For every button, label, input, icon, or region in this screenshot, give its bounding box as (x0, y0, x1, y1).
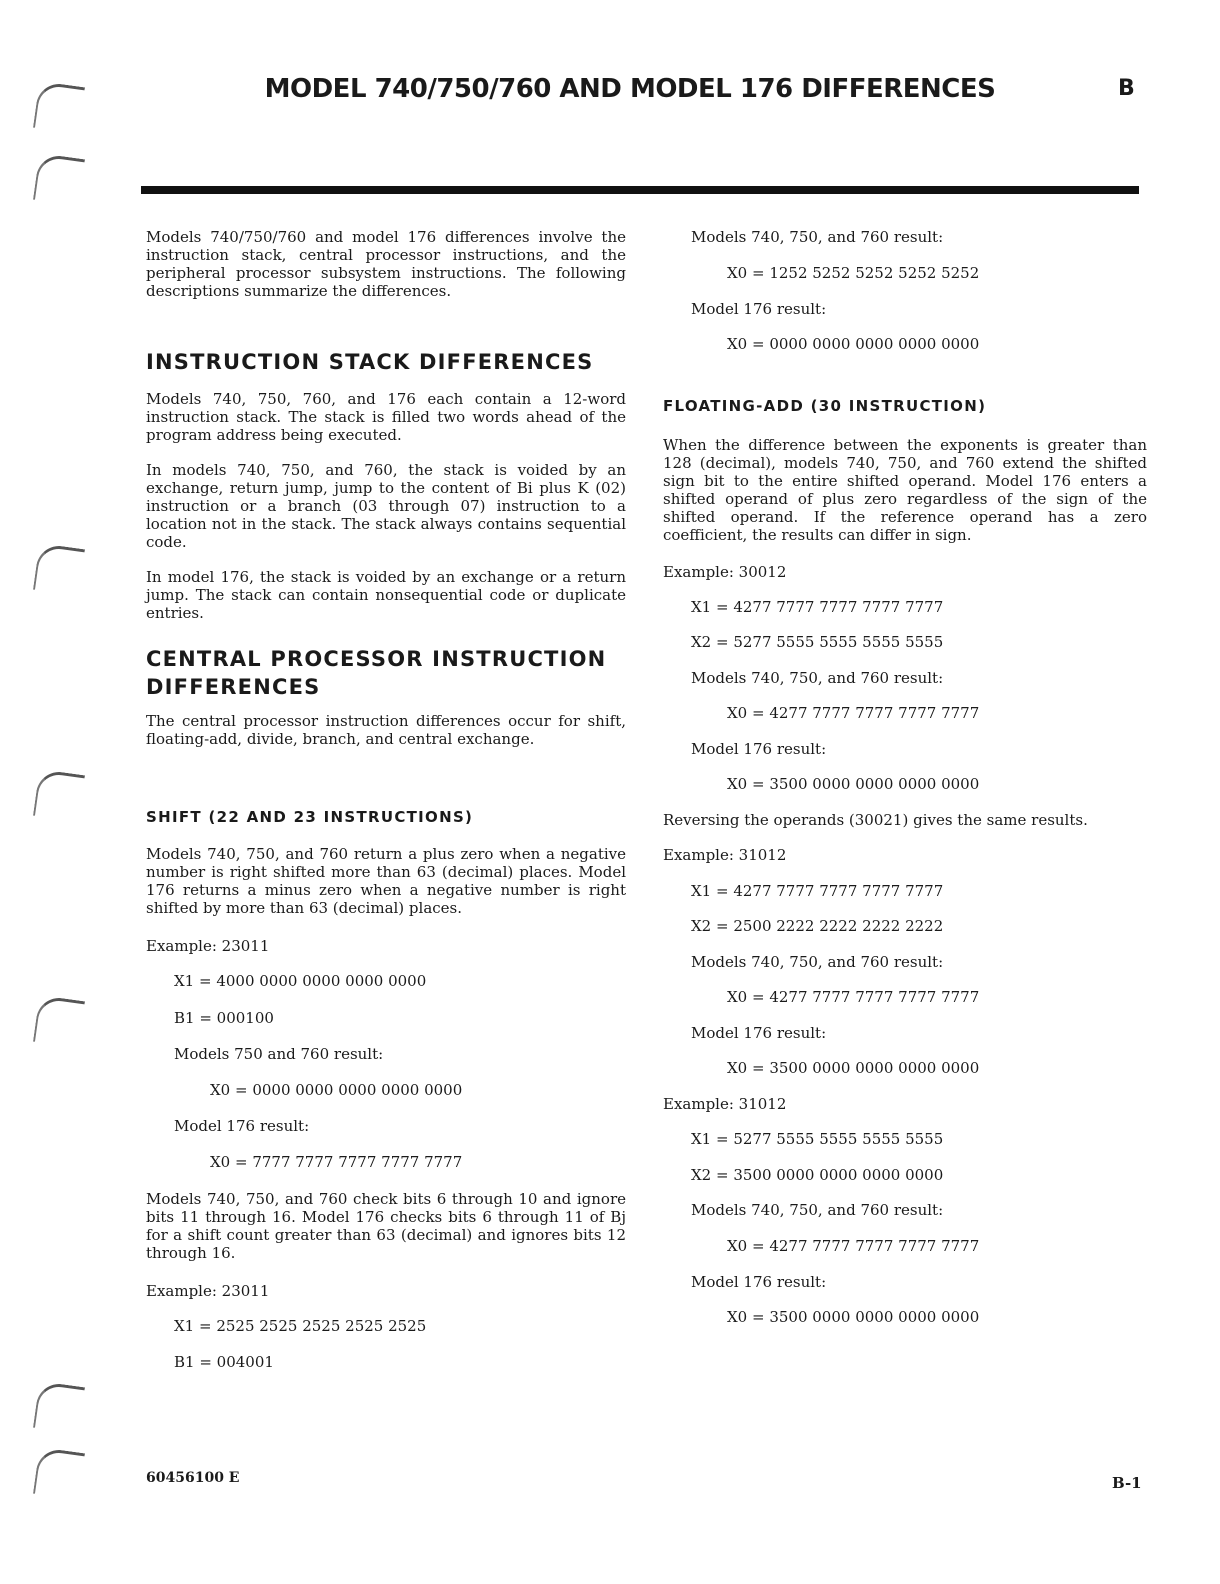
section-heading-cp-line1: CENTRAL PROCESSOR INSTRUCTION (146, 647, 607, 671)
stack-paragraph-3: In model 176, the stack is voided by an exchange or a return jump. The stack can contain nonsequential code or duplicate entries. (146, 568, 626, 622)
example-operand-x1: X1 = 5277 5555 5555 5555 5555 (691, 1130, 944, 1148)
binder-hole-mark (33, 995, 85, 1048)
header-rule (141, 186, 1139, 194)
example-result-value: X0 = 7777 7777 7777 7777 7777 (210, 1153, 463, 1171)
intro-paragraph: Models 740/750/760 and model 176 differences involve the instruction stack, central processor instructions, and the peripheral processor subsystem instructions. The following descriptions summarize the differences. (146, 228, 626, 300)
example-result-label: Models 750 and 760 result: (174, 1045, 384, 1063)
example-result-label: Model 176 result: (691, 300, 827, 318)
page-title: MODEL 740/750/760 AND MODEL 176 DIFFERENCES (264, 74, 996, 104)
subsection-heading-shift: SHIFT (22 AND 23 INSTRUCTIONS) (146, 808, 474, 826)
cp-paragraph: The central processor instruction differences occur for shift, floating-add, divide, branch, and central exchange. (146, 712, 626, 748)
example-result-label: Model 176 result: (691, 740, 827, 758)
example-result-label: Models 740, 750, and 760 result: (691, 1201, 944, 1219)
page-number: B-1 (1112, 1474, 1142, 1492)
example-result-value: X0 = 4277 7777 7777 7777 7777 (727, 1237, 980, 1255)
reverse-operands-note: Reversing the operands (30021) gives the same results. (663, 811, 1088, 829)
example-operand-x1: X1 = 2525 2525 2525 2525 2525 (174, 1317, 427, 1335)
example-label: Example: 31012 (663, 1095, 787, 1113)
example-result-value: X0 = 0000 0000 0000 0000 0000 (210, 1081, 463, 1099)
example-operand-b1: B1 = 004001 (174, 1353, 274, 1371)
floating-add-paragraph: When the difference between the exponents is greater than 128 (decimal), models 740, 750, and 760 extend the shifted sign bit to the entire shifted operand. Model 176 enters a shifted operand of plus zero regardless of the sign of the shifted operand. If the reference operand has a zero coefficient, the results can differ in sign. (663, 436, 1147, 544)
example-result-label: Model 176 result: (691, 1024, 827, 1042)
right-column (663, 228, 1147, 1326)
section-heading-cp-line2: DIFFERENCES (146, 675, 321, 699)
binder-hole-mark (33, 1447, 85, 1500)
shift-paragraph-2: Models 740, 750, and 760 check bits 6 through 10 and ignore bits 11 through 16. Model 176 checks bits 6 through 11 of Bj for a shift count greater than 63 (decimal) and ignores bits 12 through 16. (146, 1190, 626, 1262)
example-result-label: Models 740, 750, and 760 result: (691, 953, 944, 971)
example-label: Example: 23011 (146, 937, 270, 955)
example-operand-b1: B1 = 000100 (174, 1009, 274, 1027)
stack-paragraph-1: Models 740, 750, 760, and 176 each contain a 12-word instruction stack. The stack is filled two words ahead of the program address being executed. (146, 390, 626, 444)
example-result-value: X0 = 4277 7777 7777 7777 7777 (727, 704, 980, 722)
binder-hole-mark (33, 153, 85, 206)
example-operand-x1: X1 = 4277 7777 7777 7777 7777 (691, 598, 944, 616)
example-result-value: X0 = 3500 0000 0000 0000 0000 (727, 775, 980, 793)
subsection-heading-floating-add: FLOATING-ADD (30 INSTRUCTION) (663, 397, 987, 415)
example-result-label: Model 176 result: (174, 1117, 310, 1135)
example-result-value: X0 = 1252 5252 5252 5252 5252 (727, 264, 980, 282)
example-operand-x1: X1 = 4000 0000 0000 0000 0000 (174, 972, 427, 990)
example-result-label: Models 740, 750, and 760 result: (691, 669, 944, 687)
example-result-value: X0 = 3500 0000 0000 0000 0000 (727, 1059, 980, 1077)
binder-hole-mark (33, 543, 85, 596)
example-operand-x2: X2 = 5277 5555 5555 5555 5555 (691, 633, 944, 651)
binder-hole-mark (33, 769, 85, 822)
example-result-value: X0 = 3500 0000 0000 0000 0000 (727, 1308, 980, 1326)
document-number: 60456100 E (146, 1470, 240, 1486)
example-operand-x2: X2 = 2500 2222 2222 2222 2222 (691, 917, 944, 935)
example-operand-x2: X2 = 3500 0000 0000 0000 0000 (691, 1166, 944, 1184)
stack-paragraph-2: In models 740, 750, and 760, the stack is voided by an exchange, return jump, jump to the content of Bi plus K (02) instruction or a branch (03 through 07) instruction to a location not in the stack. The stack always contains sequential code. (146, 461, 626, 551)
example-label: Example: 23011 (146, 1282, 270, 1300)
shift-paragraph-1: Models 740, 750, and 760 return a plus zero when a negative number is right shifted more than 63 (decimal) places. Model 176 returns a minus zero when a negative number is right shifted by more than 63 (decimal) places. (146, 845, 626, 917)
section-heading-instruction-stack: INSTRUCTION STACK DIFFERENCES (146, 350, 594, 374)
binder-hole-mark (33, 1381, 85, 1434)
example-result-value: X0 = 4277 7777 7777 7777 7777 (727, 988, 980, 1006)
example-result-value: X0 = 0000 0000 0000 0000 0000 (727, 335, 980, 353)
left-column (146, 228, 626, 1371)
example-operand-x1: X1 = 4277 7777 7777 7777 7777 (691, 882, 944, 900)
example-label: Example: 31012 (663, 846, 787, 864)
example-result-label: Model 176 result: (691, 1273, 827, 1291)
example-result-label: Models 740, 750, and 760 result: (691, 228, 944, 246)
example-label: Example: 30012 (663, 563, 787, 581)
appendix-letter: B (1118, 76, 1135, 101)
